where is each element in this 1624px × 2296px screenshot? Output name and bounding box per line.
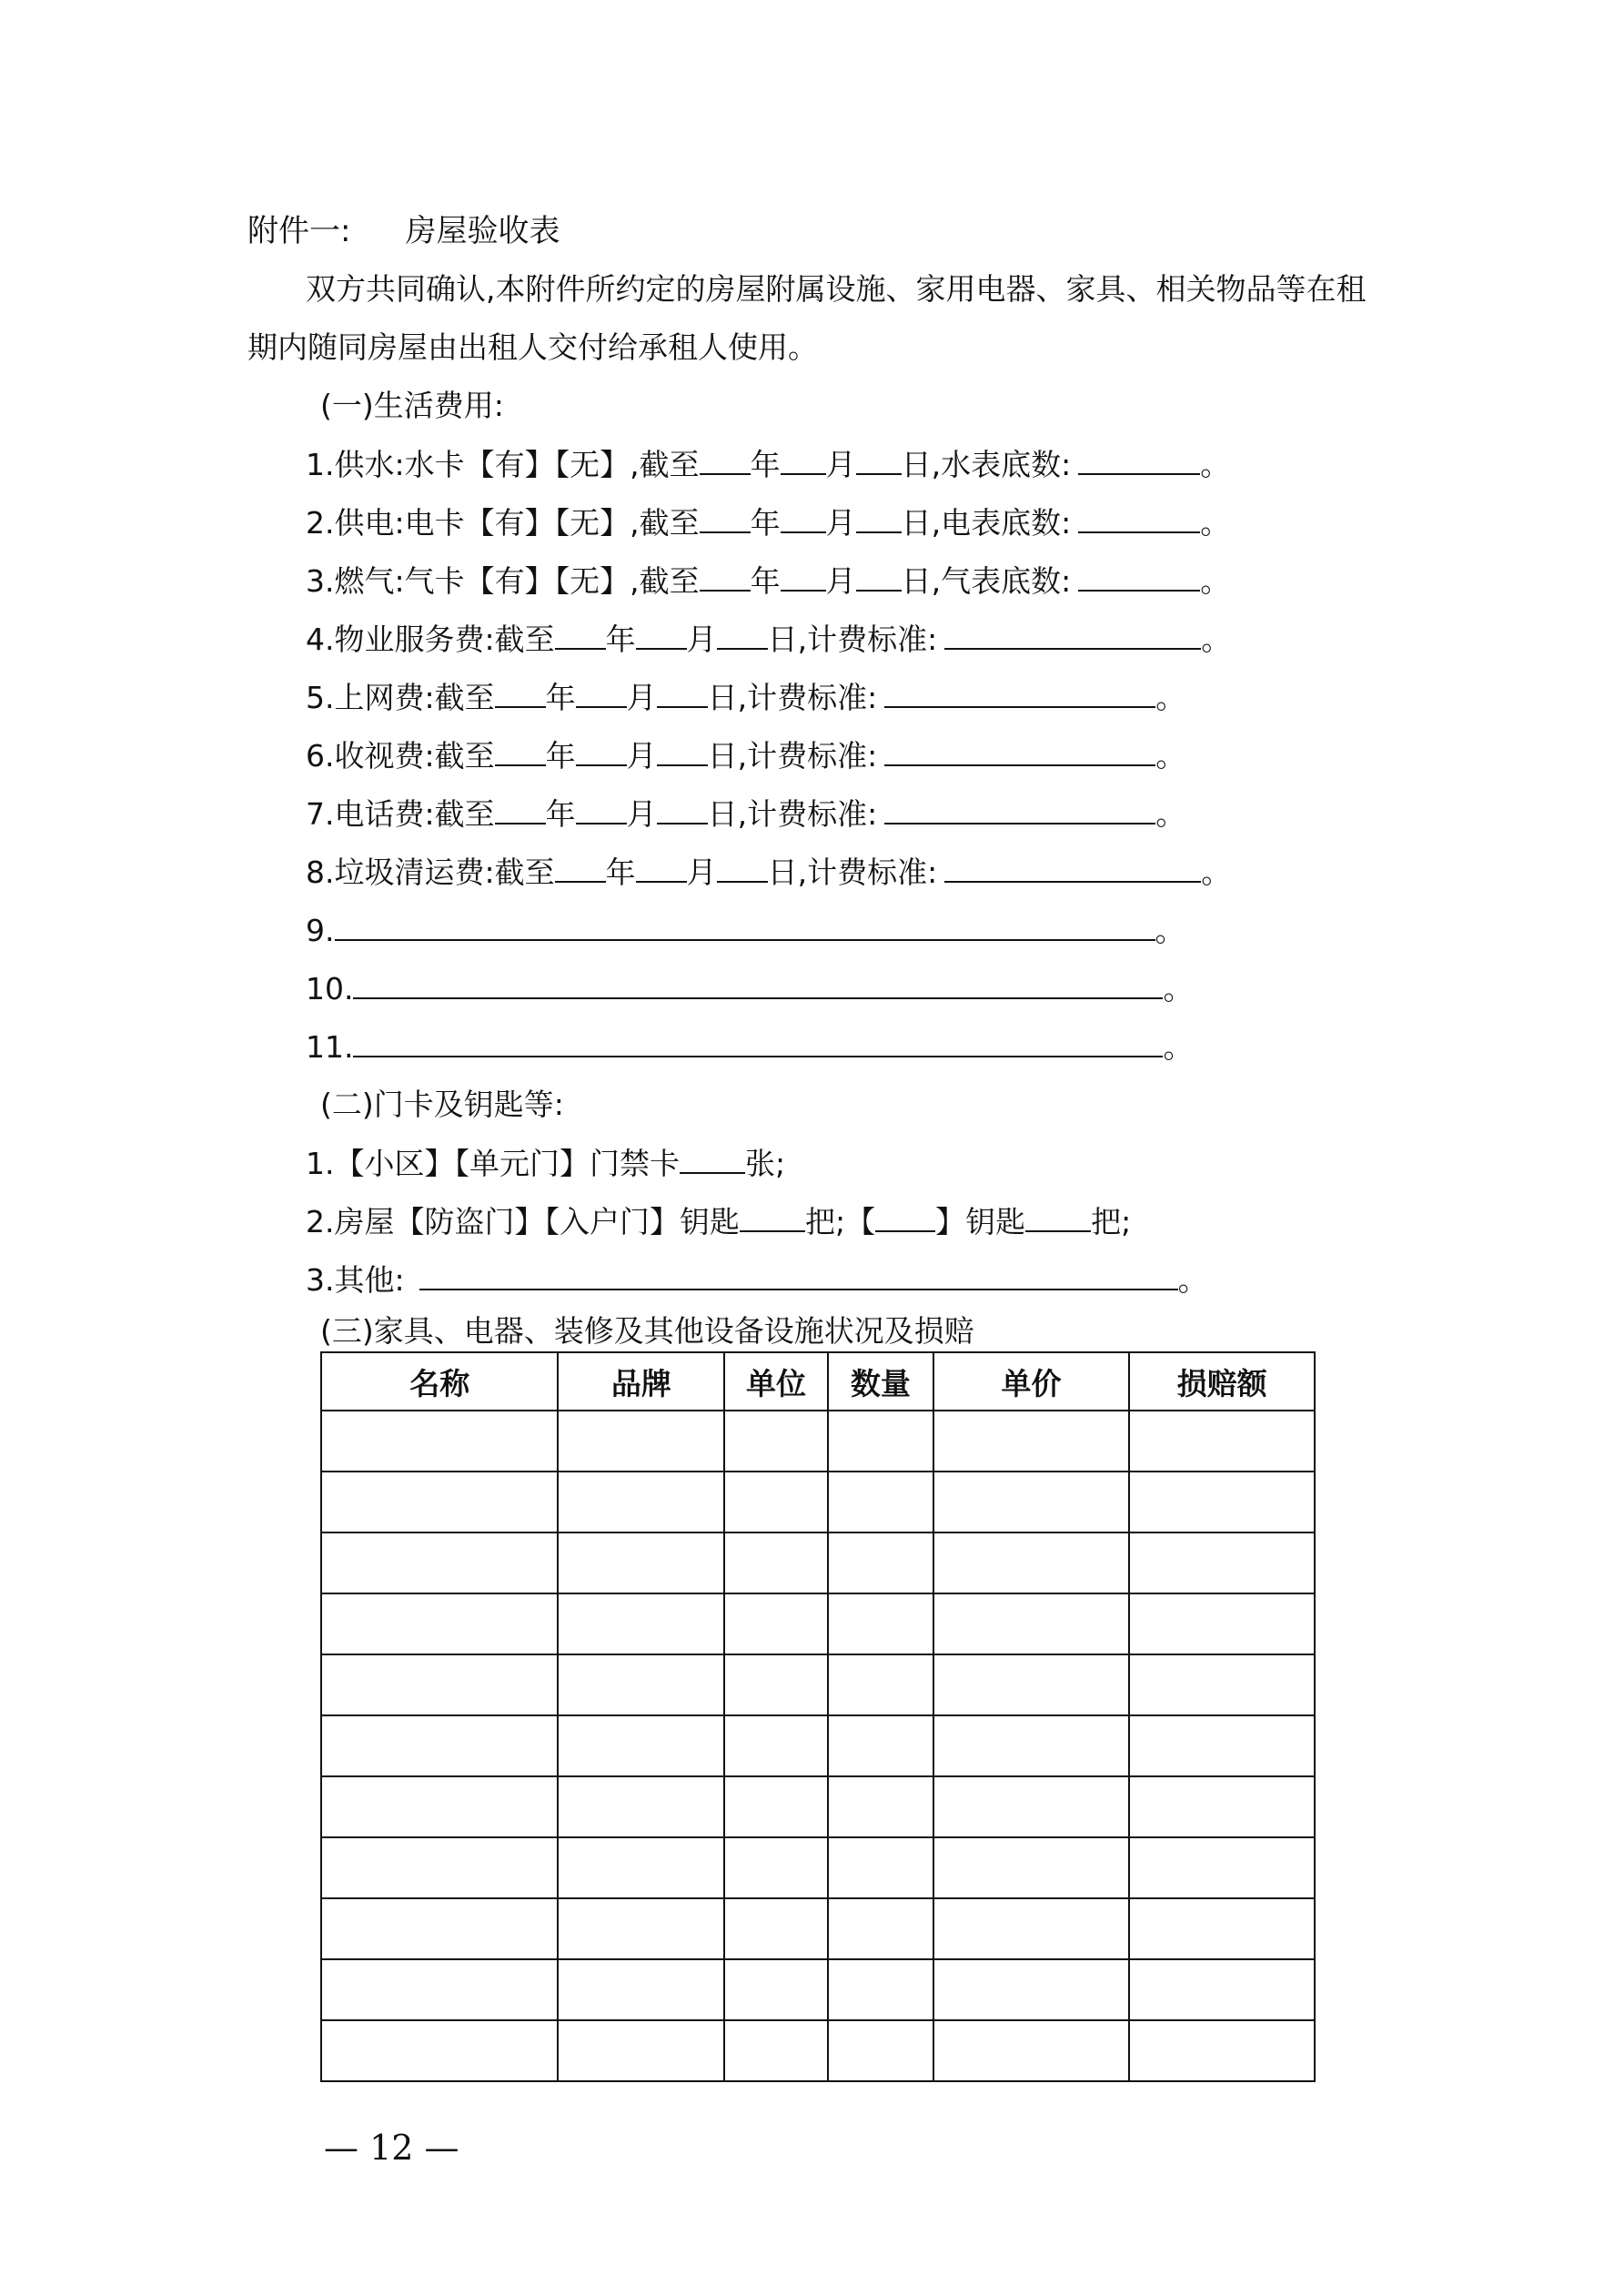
table-cell[interactable] — [558, 1654, 724, 1715]
day-blank[interactable] — [856, 446, 902, 475]
item-11-row: 11. 。 — [306, 1029, 1194, 1065]
item-9-blank[interactable] — [335, 912, 1155, 941]
table-row — [321, 1654, 1315, 1715]
table-cell[interactable] — [828, 1715, 933, 1776]
table-cell[interactable] — [321, 1593, 558, 1654]
item-10-row: 10. 。 — [306, 971, 1194, 1006]
meter-blank[interactable] — [1078, 562, 1200, 592]
table-cell[interactable] — [724, 1715, 828, 1776]
table-cell[interactable] — [933, 1898, 1130, 1959]
month-blank[interactable] — [576, 737, 627, 766]
table-cell[interactable] — [321, 1411, 558, 1472]
col-compensation: 损赔额 — [1129, 1352, 1315, 1411]
intro-line-2: 期内随同房屋由出租人交付给承租人使用。 — [247, 329, 818, 365]
day-blank[interactable] — [856, 504, 902, 533]
standard-blank[interactable] — [944, 621, 1201, 650]
intro-line-1: 双方共同确认,本附件所约定的房屋附属设施、家用电器、家具、相关物品等在租 — [306, 271, 1367, 307]
property-fee-row: 4.物业服务费:截至 年 月 日,计费标准: 。 — [306, 622, 1232, 657]
gas-row: 3.燃气:气卡【有】【无】,截至 年 月 日,气表底数: 。 — [306, 563, 1231, 599]
table-cell[interactable] — [724, 1837, 828, 1898]
table-cell[interactable] — [933, 1837, 1130, 1898]
table-cell[interactable] — [828, 2020, 933, 2081]
table-cell[interactable] — [724, 2020, 828, 2081]
access-card-row: 1.【小区】【单元门】门禁卡 张; — [306, 1146, 786, 1181]
table-row — [321, 1837, 1315, 1898]
inventory-table — [320, 1351, 1316, 2082]
table-cell[interactable] — [933, 1959, 1130, 2020]
item-9-row: 9. 。 — [306, 913, 1185, 948]
table-cell[interactable] — [321, 1532, 558, 1593]
col-unit-price: 单价 — [933, 1352, 1130, 1411]
page-number: — 12 — — [324, 2128, 459, 2168]
year-blank[interactable] — [700, 562, 751, 592]
table-row — [321, 1898, 1315, 1959]
table-cell[interactable] — [558, 1776, 724, 1837]
month-blank[interactable] — [781, 504, 826, 533]
keys-row: 2.房屋【防盗门】【入户门】钥匙 把;【 】钥匙 把; — [306, 1204, 1132, 1239]
table-cell[interactable] — [558, 1898, 724, 1959]
table-cell[interactable] — [1129, 1837, 1315, 1898]
month-blank[interactable] — [781, 562, 826, 592]
table-cell[interactable] — [933, 2020, 1130, 2081]
table-cell[interactable] — [724, 1593, 828, 1654]
internet-fee-row: 5.上网费:截至 年 月 日,计费标准: 。 — [306, 680, 1186, 715]
power-row: 2.供电:电卡【有】【无】,截至 年 月 日,电表底数: 。 — [306, 505, 1231, 541]
table-cell[interactable] — [724, 1654, 828, 1715]
table-cell[interactable] — [1129, 1776, 1315, 1837]
table-cell[interactable] — [933, 1411, 1130, 1472]
item-10-blank[interactable] — [353, 970, 1163, 999]
key-count-blank[interactable] — [740, 1203, 805, 1232]
other-row: 3.其他: 。 — [306, 1262, 1208, 1298]
day-blank[interactable] — [856, 562, 902, 592]
title-name: 房屋验收表 — [405, 213, 560, 249]
garbage-fee-row: 8.垃圾清运费:截至 年 月 日,计费标准: 。 — [306, 855, 1232, 890]
table-cell[interactable] — [1129, 1654, 1315, 1715]
table-header-row — [321, 1352, 1315, 1411]
standard-blank[interactable] — [884, 795, 1155, 824]
table-cell[interactable] — [828, 1654, 933, 1715]
year-blank[interactable] — [495, 679, 546, 708]
table-cell[interactable] — [828, 1472, 933, 1532]
table-cell[interactable] — [1129, 2020, 1315, 2081]
year-blank[interactable] — [700, 504, 751, 533]
year-blank[interactable] — [495, 795, 546, 824]
table-cell[interactable] — [724, 1532, 828, 1593]
standard-blank[interactable] — [944, 854, 1201, 883]
standard-blank[interactable] — [884, 737, 1155, 766]
other-key-count-blank[interactable] — [1025, 1203, 1091, 1232]
table-cell[interactable] — [933, 1532, 1130, 1593]
day-blank[interactable] — [657, 679, 708, 708]
table-row — [321, 1593, 1315, 1654]
meter-blank[interactable] — [1078, 504, 1200, 533]
table-cell[interactable] — [321, 1715, 558, 1776]
table-cell[interactable] — [321, 1837, 558, 1898]
table-cell[interactable] — [1129, 1959, 1315, 2020]
year-blank[interactable] — [555, 621, 606, 650]
table-cell[interactable] — [828, 1593, 933, 1654]
day-blank[interactable] — [657, 737, 708, 766]
table-cell[interactable] — [828, 1532, 933, 1593]
table-cell[interactable] — [828, 1898, 933, 1959]
month-blank[interactable] — [636, 621, 687, 650]
section2-heading: (二)门卡及钥匙等: — [320, 1087, 564, 1122]
section1-heading: (一)生活费用: — [320, 388, 504, 423]
table-cell[interactable] — [321, 2020, 558, 2081]
col-quantity: 数量 — [828, 1352, 933, 1411]
table-row — [321, 2020, 1315, 2081]
table-cell[interactable] — [1129, 1593, 1315, 1654]
col-brand: 品牌 — [558, 1352, 724, 1411]
table-cell[interactable] — [558, 1715, 724, 1776]
month-blank[interactable] — [781, 446, 826, 475]
table-row — [321, 1776, 1315, 1837]
item-11-blank[interactable] — [353, 1028, 1163, 1057]
year-blank[interactable] — [495, 737, 546, 766]
table-cell[interactable] — [933, 1715, 1130, 1776]
page-title — [247, 213, 560, 249]
table-cell[interactable] — [1129, 1898, 1315, 1959]
table-cell[interactable] — [1129, 1715, 1315, 1776]
year-blank[interactable] — [555, 854, 606, 883]
other-blank[interactable] — [419, 1261, 1178, 1290]
table-cell[interactable] — [1129, 1532, 1315, 1593]
table-cell[interactable] — [724, 1411, 828, 1472]
table-cell[interactable] — [321, 1898, 558, 1959]
table-cell[interactable] — [321, 1472, 558, 1532]
table-cell[interactable] — [933, 1654, 1130, 1715]
table-cell[interactable] — [828, 1776, 933, 1837]
table-cell[interactable] — [828, 1959, 933, 2020]
table-cell[interactable] — [321, 1654, 558, 1715]
col-name: 名称 — [321, 1352, 558, 1411]
table-cell[interactable] — [724, 1472, 828, 1532]
table-row — [321, 1959, 1315, 2020]
table-cell[interactable] — [321, 1959, 558, 2020]
month-blank[interactable] — [576, 679, 627, 708]
table-cell[interactable] — [1129, 1411, 1315, 1472]
col-unit: 单位 — [724, 1352, 828, 1411]
table-cell[interactable] — [558, 1532, 724, 1593]
table-cell[interactable] — [828, 1837, 933, 1898]
water-row: 1.供水:水卡【有】【无】,截至 年 月 日,水表底数: 。 — [306, 447, 1231, 482]
table-cell[interactable] — [724, 1898, 828, 1959]
table-cell[interactable] — [558, 1837, 724, 1898]
table-row — [321, 1715, 1315, 1776]
table-cell[interactable] — [724, 1776, 828, 1837]
title-prefix: 附件一: — [247, 213, 351, 249]
year-blank[interactable] — [700, 446, 751, 475]
month-blank[interactable] — [636, 854, 687, 883]
month-blank[interactable] — [576, 795, 627, 824]
table-cell[interactable] — [1129, 1472, 1315, 1532]
table-row — [321, 1472, 1315, 1532]
table-cell[interactable] — [558, 1411, 724, 1472]
day-blank[interactable] — [657, 795, 708, 824]
day-blank[interactable] — [717, 854, 768, 883]
table-cell[interactable] — [558, 1959, 724, 2020]
table-cell[interactable] — [321, 1776, 558, 1837]
card-count-blank[interactable] — [680, 1145, 745, 1174]
phone-fee-row: 7.电话费:截至 年 月 日,计费标准: 。 — [306, 796, 1186, 832]
table-cell[interactable] — [558, 2020, 724, 2081]
table-cell[interactable] — [933, 1472, 1130, 1532]
table-cell[interactable] — [933, 1776, 1130, 1837]
table-cell[interactable] — [828, 1411, 933, 1472]
table-cell[interactable] — [558, 1472, 724, 1532]
day-blank[interactable] — [717, 621, 768, 650]
standard-blank[interactable] — [884, 679, 1155, 708]
section3-heading: (三)家具、电器、装修及其他设备设施状况及损赔 — [320, 1313, 974, 1349]
other-key-type-blank[interactable] — [875, 1203, 935, 1232]
table-cell[interactable] — [724, 1959, 828, 2020]
table-cell[interactable] — [558, 1593, 724, 1654]
table-cell[interactable] — [933, 1593, 1130, 1654]
table-row — [321, 1532, 1315, 1593]
tv-fee-row: 6.收视费:截至 年 月 日,计费标准: 。 — [306, 738, 1186, 774]
table-row — [321, 1411, 1315, 1472]
meter-blank[interactable] — [1078, 446, 1200, 475]
